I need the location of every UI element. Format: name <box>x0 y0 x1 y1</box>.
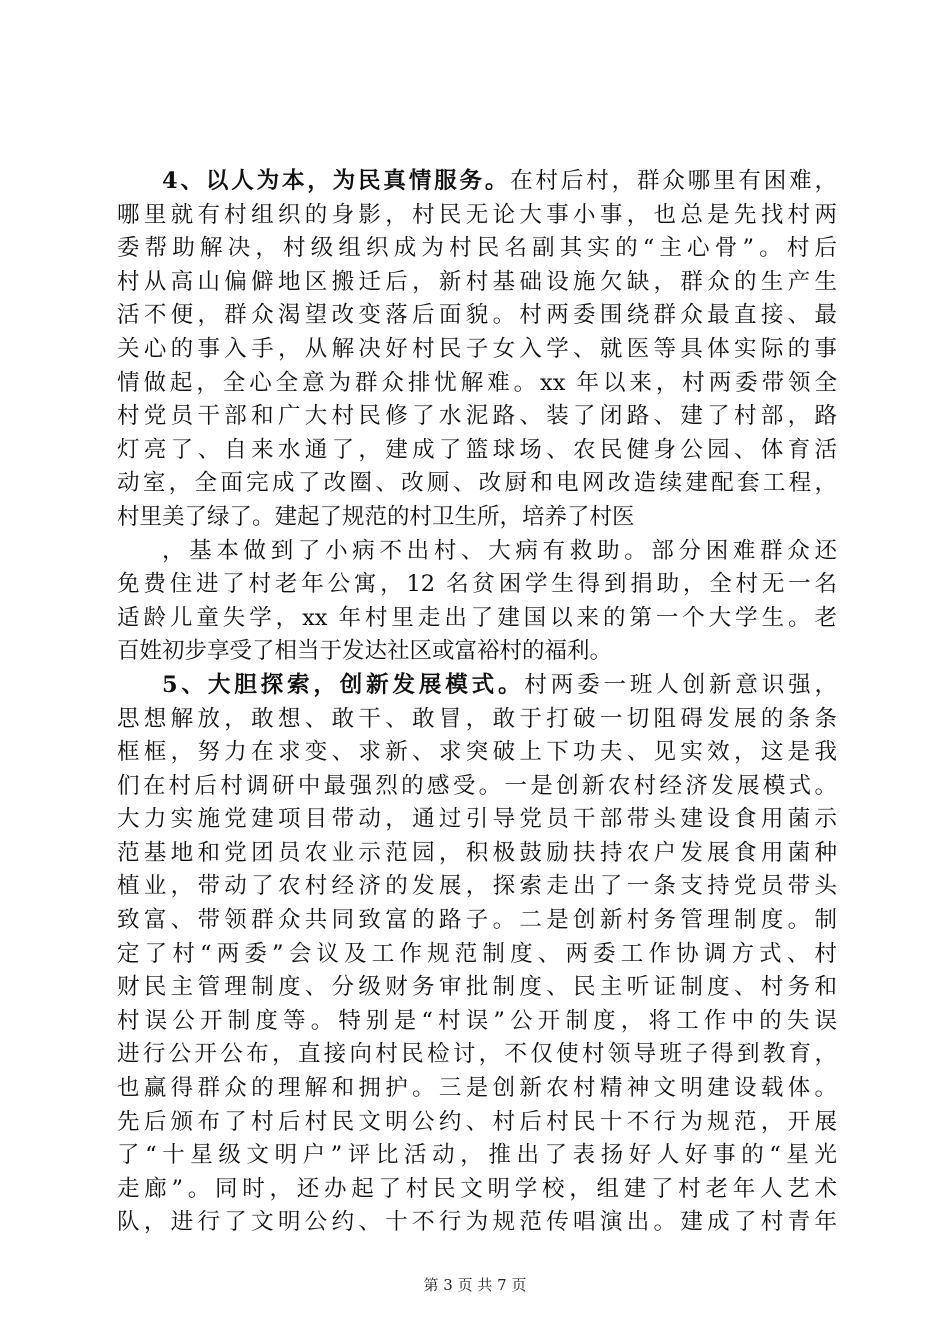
paragraph-4-line: 活不便，群众渴望改变落后面貌。村两委围绕群众最直接、最 <box>117 302 837 329</box>
paragraph-4-line: 村里美了绿了。建起了规范的村卫生所，培养了村医 <box>117 503 635 530</box>
paragraph-4-continuation-line: 适龄儿童失学，xx 年村里走出了建国以来的第一个大学生。老 <box>117 604 837 631</box>
paragraph-5-line: 思想解放，敢想、敢干、敢冒，敢于打破一切阻碍发展的条条 <box>117 705 837 732</box>
paragraph-4-first-line <box>117 165 837 199</box>
paragraph-5-first-text: 村两委一班人创新意识强， <box>524 671 837 698</box>
paragraph-5-first-line <box>117 669 837 703</box>
paragraph-4-line: 灯亮了、自来水通了，建成了篮球场、农民健身公园、体育活 <box>117 436 837 463</box>
paragraph-4-continuation-line: 百姓初步享受了相当于发达社区或富裕村的福利。 <box>117 638 613 665</box>
paragraph-4-number: 4、 <box>162 168 206 194</box>
paragraph-5-line: 走廊”。同时，还办起了村民文明学校，组建了村老年人艺术 <box>117 1175 837 1202</box>
paragraph-5-heading: 大胆探索，创新发展模式。 <box>207 671 525 698</box>
paragraph-4-line: 动室，全面完成了改圈、改厕、改厨和电网改造续建配套工程， <box>117 470 837 497</box>
paragraph-5-line: 队，进行了文明公约、十不行为规范传唱演出。建成了村青年 <box>117 1209 837 1236</box>
paragraph-5-line: 先后颁布了村后村民文明公约、村后村民十不行为规范，开展 <box>117 1108 837 1135</box>
paragraph-5-line: 村误公开制度等。特别是“村误”公开制度，将工作中的失误 <box>117 1007 837 1034</box>
paragraph-5-line: 财民主管理制度、分级财务审批制度、民主听证制度、村务和 <box>117 974 837 1001</box>
page-number-footer: 第 3 页 共 7 页 <box>423 1276 527 1294</box>
paragraph-4-line: 村党员干部和广大村民修了水泥路、装了闭路、建了村部，路 <box>117 403 837 430</box>
paragraph-5-line: 大力实施党建项目带动，通过引导党员干部带头建设食用菌示 <box>117 806 837 833</box>
paragraph-5-line: 们在村后村调研中最强烈的感受。一是创新农村经济发展模式。 <box>117 772 837 799</box>
paragraph-5-line: 也赢得群众的理解和拥护。三是创新农村精神文明建设载体。 <box>117 1075 837 1102</box>
paragraph-4-line: 关心的事入手，从解决好村民子女入学、就医等具体实际的事 <box>117 335 837 362</box>
paragraph-4-first-text: 在村后村，群众哪里有困难， <box>510 168 837 194</box>
paragraph-5-line: 植业，带动了农村经济的发展，探索走出了一条支持党员带头 <box>117 873 837 900</box>
paragraph-5-number: 5、 <box>162 671 208 698</box>
paragraph-5-line: 框框，努力在求变、求新、求突破上下功夫、见实效，这是我 <box>117 739 837 766</box>
paragraph-5-line: 致富、带领群众共同致富的路子。二是创新村务管理制度。制 <box>117 907 837 934</box>
paragraph-5-line: 定了村“两委”会议及工作规范制度、两委工作协调方式、村 <box>117 940 837 967</box>
paragraph-4-continuation-line: ，基本做到了小病不出村、大病有救助。部分困难群众还 <box>162 537 837 564</box>
document-body <box>117 165 837 1240</box>
paragraph-4-heading: 以人为本，为民真情服务。 <box>205 168 511 194</box>
paragraph-4-line: 情做起，全心全意为群众排忧解难。xx 年以来，村两委带领全 <box>117 369 837 396</box>
paragraph-5-line: 范基地和党团员农业示范园，积极鼓励扶持农户发展食用菌种 <box>117 839 837 866</box>
paragraph-4-line: 委帮助解决，村级组织成为村民名副其实的“主心骨”。村后 <box>117 235 837 262</box>
paragraph-4-continuation-line: 免费住进了村老年公寓，12 名贫困学生得到捐助，全村无一名 <box>117 571 837 598</box>
paragraph-5-line: 了“十星级文明户”评比活动，推出了表扬好人好事的“星光 <box>117 1142 837 1169</box>
paragraph-5-line: 进行公开公布，直接向村民检讨，不仅使村领导班子得到教育， <box>117 1041 837 1068</box>
paragraph-4-line: 村从高山偏僻地区搬迁后，新村基础设施欠缺，群众的生产生 <box>117 268 837 295</box>
paragraph-4-line: 哪里就有村组织的身影，村民无论大事小事，也总是先找村两 <box>117 201 837 228</box>
